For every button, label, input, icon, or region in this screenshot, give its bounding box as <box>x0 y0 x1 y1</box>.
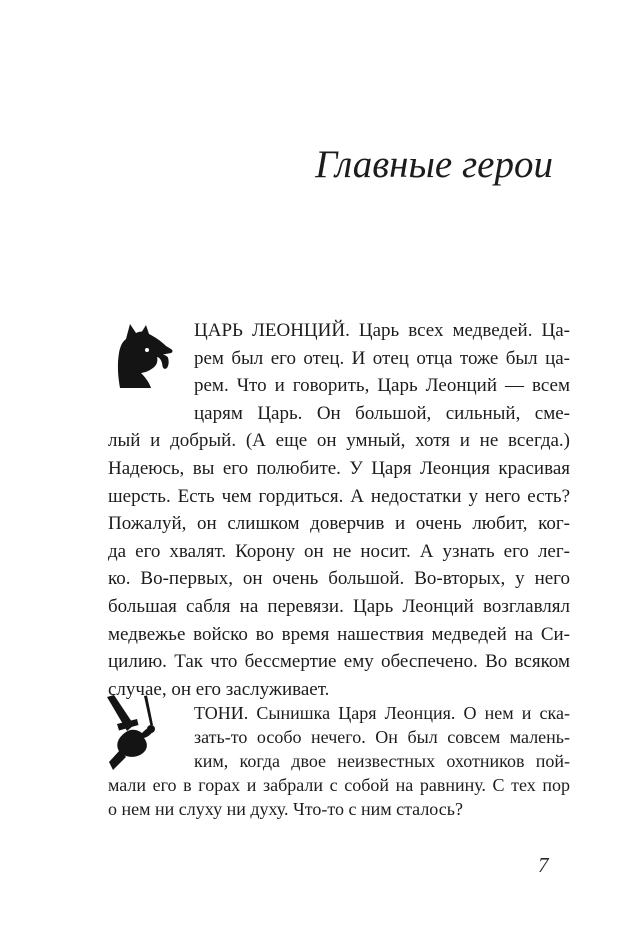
character-entry-tony <box>108 701 570 821</box>
text-line: медвежье войско во время нашествия медведей на Си- <box>108 623 570 645</box>
bear-head-icon <box>108 317 194 417</box>
text-line: да его хвалят. Корону он не носит. А узнать его лег- <box>108 540 570 562</box>
text-line: рем. Что и говорить, Царь Леонций — всем <box>194 375 570 397</box>
text-line: рем был его отец. И отец отца тоже был ца- <box>194 347 570 369</box>
text-line: царям Царь. Он большой, сильный, сме- <box>194 402 570 424</box>
text-line: случае, он его заслуживает. <box>108 678 330 700</box>
text-line: цилию. Так что бессмертие ему обеспечено. Во всяком <box>108 651 570 673</box>
text-line: ЦАРЬ ЛЕОНЦИЙ. Царь всех медведей. Ца- <box>194 320 570 341</box>
character-entry-tsar-leontsy <box>108 317 570 703</box>
text-line: о нем ни слуху ни духу. Что-то с ним сталось? <box>108 799 463 819</box>
text-line: зать-то особо нечего. Он был совсем малень- <box>194 727 570 747</box>
text-line: мали его в горах и забрали с собой на равнину. С тех пор <box>108 775 570 795</box>
page-number: 7 <box>538 853 549 877</box>
text-line: ко. Во-первых, он очень большой. Во-вторых, у него <box>108 568 570 590</box>
text-line: шерсть. Есть чем гордиться. А недостатки у него есть? <box>108 485 570 507</box>
text-line: большая сабля на перевязи. Царь Леонций возглавлял <box>108 595 570 617</box>
text-line: ким, когда двое неизвестных охотников пой- <box>194 751 570 771</box>
text-line: Пожалуй, он слишком доверчив и очень любит, ког- <box>108 513 570 535</box>
text-line: Надеюсь, вы его полюбите. У Царя Леонция красивая <box>108 457 570 479</box>
bear-cub-icon <box>108 701 194 767</box>
page-title: Главные герои <box>315 143 553 186</box>
text-line: лый и добрый. (А еще он умный, хотя и не всегда.) <box>108 430 570 452</box>
text-line: ТОНИ. Сынишка Царя Леонция. О нем и ска- <box>194 703 570 723</box>
